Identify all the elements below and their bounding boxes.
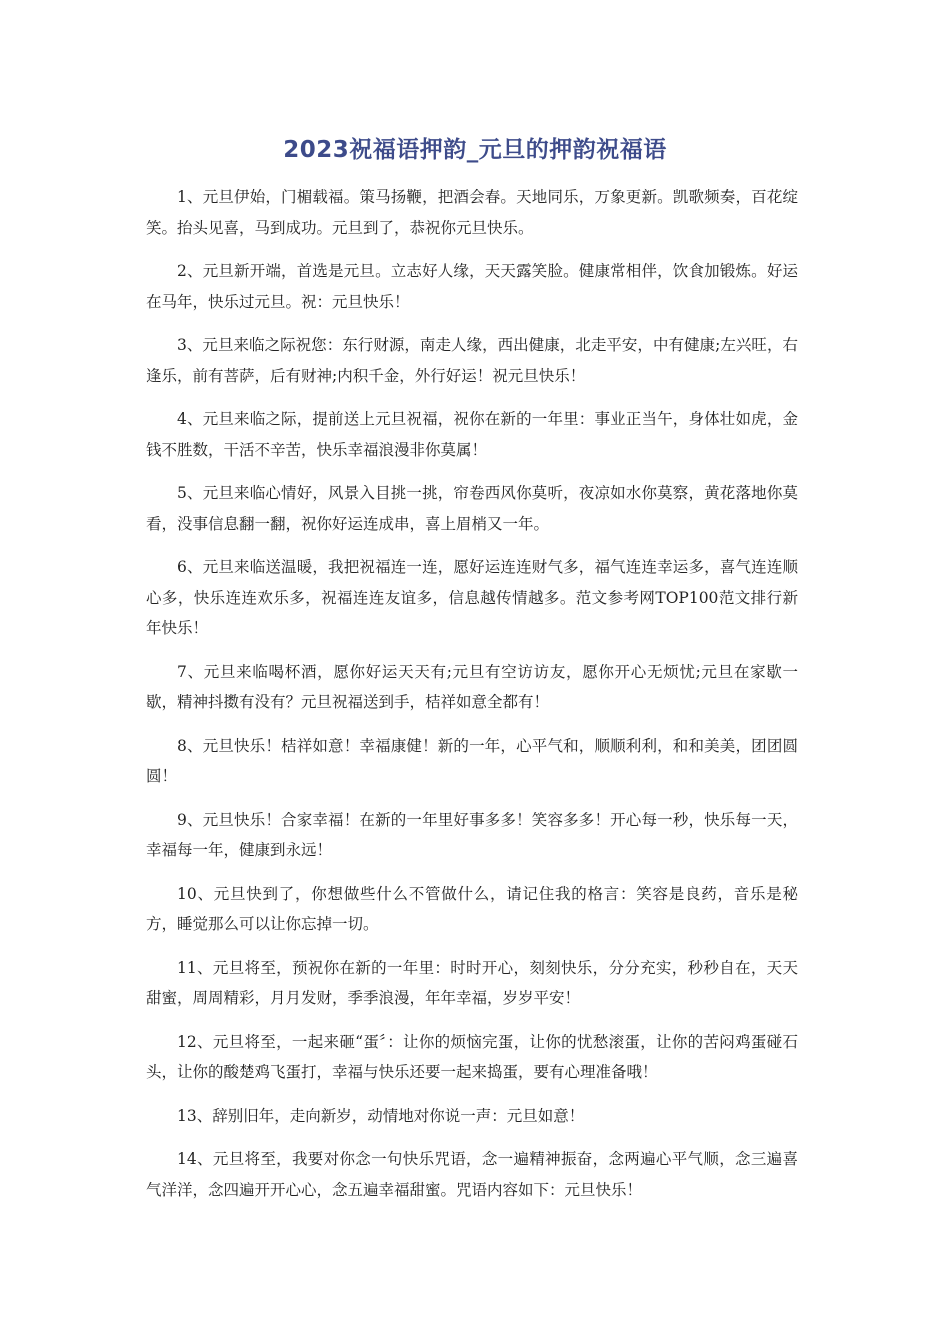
paragraph-14: 14、元旦将至，我要对你念一句快乐咒语，念一遍精神振奋，念两遍心平气顺，念三遍喜气洋洋，念四遍开开心心，念五遍幸福甜蜜。咒语内容如下：元旦快乐！ (146, 1150, 798, 1199)
paragraph-2: 2、元旦新开端，首选是元旦。立志好人缘，天天露笑脸。健康常相伴，饮食加锻炼。好运在马年，快乐过元旦。祝：元旦快乐！ (146, 262, 798, 311)
paragraph-1: 1、元旦伊始，门楣载福。策马扬鞭，把酒会春。天地同乐，万象更新。凯歌频奏，百花绽笑。抬头见喜，马到成功。元旦到了，恭祝你元旦快乐。 (146, 188, 798, 237)
paragraph-11: 11、元旦将至，预祝你在新的一年里：时时开心，刻刻快乐，分分充实，秒秒自在，天天甜蜜，周周精彩，月月发财，季季浪漫，年年幸福，岁岁平安！ (146, 958, 798, 1007)
paragraph-6: 6、元旦来临送温暖，我把祝福连一连，愿好运连连财气多，福气连连幸运多，喜气连连顺心多，快乐连连欢乐多，祝福连连友谊多，信息越传情越多。范文参考网TOP100范文排行新年快乐！ (146, 558, 798, 637)
paragraph-9: 9、元旦快乐！合家幸福！在新的一年里好事多多！笑容多多！开心每一秒，快乐每一天，幸福每一年，健康到永远！ (146, 810, 798, 859)
paragraph-7: 7、元旦来临喝杯酒，愿你好运天天有;元旦有空访访友，愿你开心无烦忧;元旦在家歇一歇，精神抖擞有没有？元旦祝福送到手，桔祥如意全都有！ (146, 662, 798, 711)
paragraph-4: 4、元旦来临之际，提前送上元旦祝福，祝你在新的一年里：事业正当午，身体壮如虎，金钱不胜数，干活不辛苦，快乐幸福浪漫非你莫属！ (146, 410, 798, 459)
paragraph-12: 12、元旦将至，一起来砸“蛋〞：让你的烦恼完蛋，让你的忧愁滚蛋，让你的苦闷鸡蛋碰石头，让你的酸楚鸡飞蛋打，幸福与快乐还要一起来捣蛋，要有心理准备哦！ (146, 1032, 798, 1081)
paragraph-3: 3、元旦来临之际祝您：东行财源，南走人缘，西出健康，北走平安，中有健康;左兴旺，右逢乐，前有菩萨，后有财神;内积千金，外行好运！祝元旦快乐！ (146, 336, 798, 385)
paragraph-13: 13、辞别旧年，走向新岁，动情地对你说一声：元旦如意！ (177, 1106, 585, 1125)
paragraph-10: 10、元旦快到了，你想做些什么不管做什么，请记住我的格言：笑容是良药，音乐是秘方，睡觉那么可以让你忘掉一切。 (146, 884, 798, 933)
paragraph-5: 5、元旦来临心情好，风景入目挑一挑，帘卷西风你莫听，夜凉如水你莫察，黄花落地你莫看，没事信息翻一翻，祝你好运连成串，喜上眉梢又一年。 (146, 484, 798, 533)
paragraph-8: 8、元旦快乐！桔祥如意！幸福康健！新的一年，心平气和，顺顺利利，和和美美，团团圆圆！ (146, 736, 798, 785)
document-body (146, 182, 798, 1218)
document-title: 2023祝福语押韵_元旦的押韵祝福语 (283, 137, 667, 163)
